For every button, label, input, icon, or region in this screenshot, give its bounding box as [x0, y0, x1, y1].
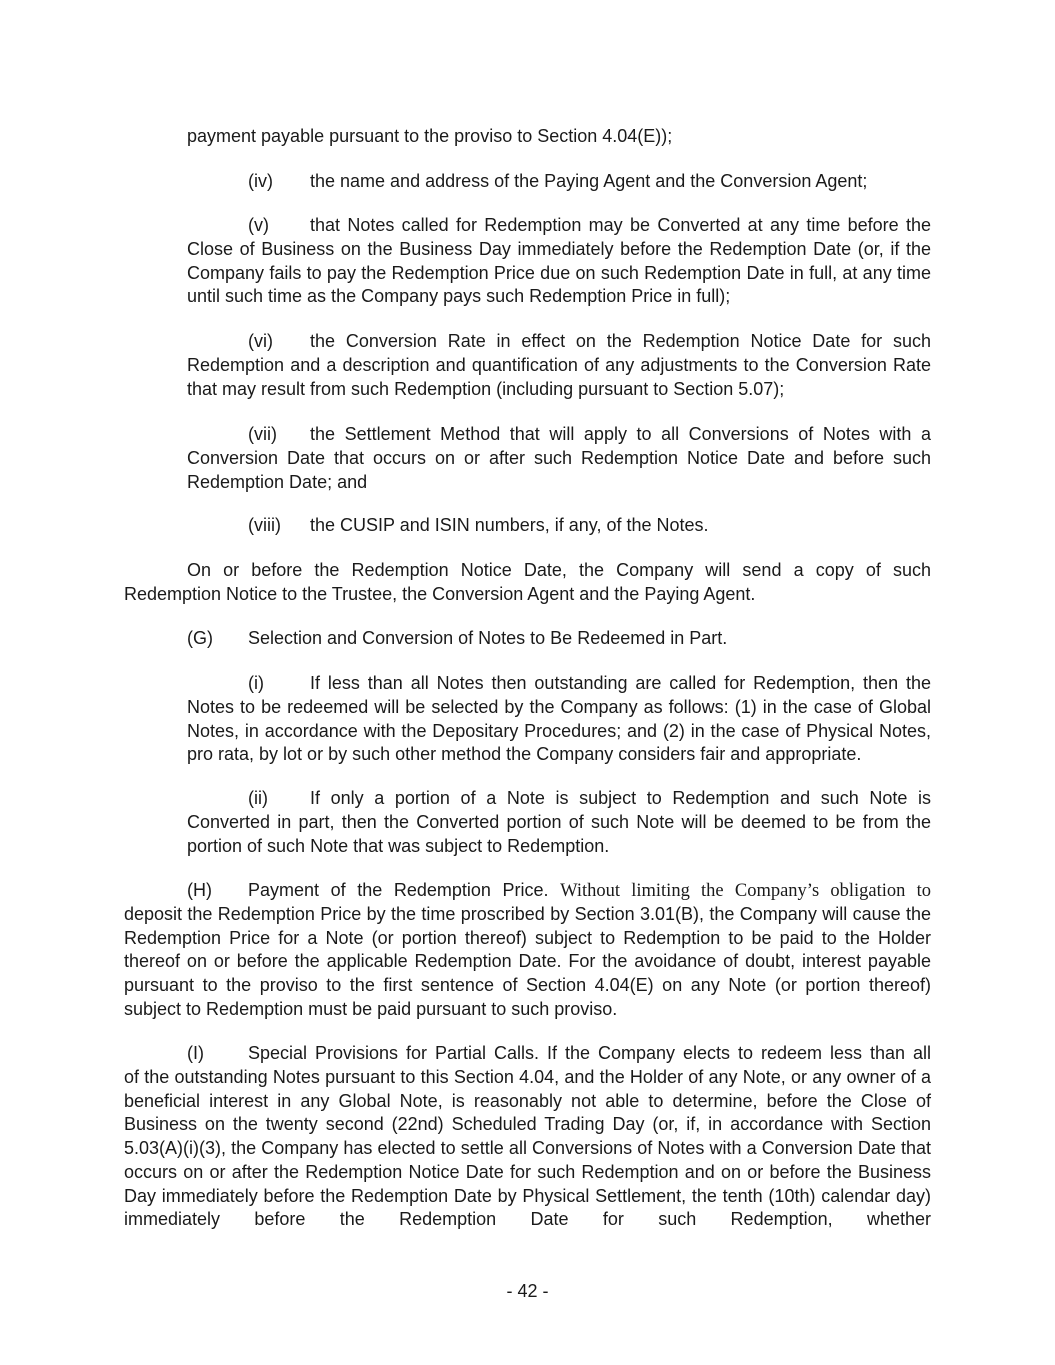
section-heading: Selection and Conversion of Notes to Be Redeemed in Part. [248, 628, 728, 648]
list-item-first-line [248, 214, 931, 238]
continuation-paragraph [187, 125, 931, 149]
section-body: of the outstanding Notes pursuant to this Section 4.04, and the Holder of any Note, or any owner of a beneficial interest in any Global Note, is reasonably not able to determine, before the Close of Business on the twenty second (22nd) Scheduled Trading Day (or, if, in accordance with Section 5.03(A)(i)(3), the Company has elected to settle all Conversions of Notes with a Conversion Date that occurs on or after the Redemption Notice Date for such Redemption and on or before the Business Day immediately before the Redemption Date by Physical Settlement, the tenth (10th) calendar day) immediately before the Redemption Date for such Redemption, whether [124, 1067, 931, 1230]
item-label: (viii) [248, 515, 281, 535]
item-first-line: If only a portion of a Note is subject to Redemption and such Note is [310, 788, 931, 808]
item-first-line: the Conversion Rate in effect on the Redemption Notice Date for such [310, 331, 931, 351]
item-label: (iv) [248, 171, 273, 191]
notice-paragraph [124, 559, 931, 606]
page-number: - 42 - [506, 1281, 549, 1301]
list-item [248, 170, 938, 194]
item-label: (i) [248, 673, 264, 693]
item-rest: Notes to be redeemed will be selected by the Company as follows: (1) in the case of Global Notes, in accordance with the Depositary Procedures; and (2) in the case of Physical Notes, pro rata, by lot or by such other method the Company considers fair and appropriate. [187, 697, 931, 765]
section-label: (H) [187, 880, 212, 900]
section-first-line-rest: If the Company elects to redeem less than all [547, 1043, 931, 1063]
notice-text: On or before the Redemption Notice Date, the Company will send a copy of such Redemption Notice to the Trustee, the Conversion Agent and the Paying Agent. [124, 560, 931, 604]
section-h-body [124, 903, 931, 1022]
item-first-line: If less than all Notes then outstanding are called for Redemption, then the [310, 673, 931, 693]
section-heading: Special Provisions for Partial Calls. [248, 1043, 540, 1063]
list-item-continuation [187, 447, 931, 494]
list-item-continuation [187, 238, 931, 309]
item-label: (vi) [248, 331, 273, 351]
item-rest: Redemption and a description and quantification of any adjustments to the Conversion Rate that may result from such Redemption (including pursuant to Section 5.07); [187, 355, 931, 399]
continuation-text: payment payable pursuant to the proviso to Section 4.04(E)); [187, 126, 673, 146]
list-item-continuation [187, 354, 931, 401]
section-i-body [124, 1066, 931, 1232]
list-item-first-line [248, 787, 931, 811]
item-rest: Close of Business on the Business Day immediately before the Redemption Date (or, if the Company fails to pay the Redemption Price due on such Redemption Date in full, at any time until such time as the Company pays such Redemption Price in full); [187, 239, 931, 307]
section-heading: Payment of the Redemption Price. [248, 880, 549, 900]
section-h-first-line [187, 879, 931, 904]
section-label: (I) [187, 1043, 204, 1063]
list-item [248, 514, 938, 538]
item-text: the name and address of the Paying Agent and the Conversion Agent; [310, 171, 868, 191]
item-first-line: that Notes called for Redemption may be Converted at any time before the [310, 215, 931, 235]
item-label: (ii) [248, 788, 268, 808]
item-text: the CUSIP and ISIN numbers, if any, of the Notes. [310, 515, 709, 535]
item-rest: Conversion Date that occurs on or after such Redemption Notice Date and before such Redemption Date; and [187, 448, 931, 492]
item-label: (v) [248, 215, 269, 235]
section-label: (G) [187, 628, 213, 648]
list-item-first-line [248, 672, 931, 696]
section-body: deposit the Redemption Price by the time proscribed by Section 3.01(B), the Company will cause the Redemption Price for a Note (or portion thereof) subject to Redemption to be paid to the Holder thereof on or before the applicable Redemption Date. For the avoidance of doubt, interest payable pursuant to the proviso to the first sentence of Section 4.04(E) on any Note (or portion thereof) subject to Redemption must be paid pursuant to such proviso. [124, 904, 931, 1019]
item-first-line: the Settlement Method that will apply to all Conversions of Notes with a [310, 424, 931, 444]
section-serif-text: Without limiting the Company’s obligation to [560, 881, 931, 901]
section-g-heading [187, 627, 931, 651]
item-rest: Converted in part, then the Converted portion of such Note will be deemed to be from the portion of such Note that was subject to Redemption. [187, 812, 931, 856]
list-item-continuation [187, 696, 931, 767]
item-label: (vii) [248, 424, 277, 444]
section-i-first-line [187, 1042, 931, 1066]
list-item-first-line [248, 330, 931, 354]
list-item-continuation [187, 811, 931, 858]
list-item-first-line [248, 423, 931, 447]
